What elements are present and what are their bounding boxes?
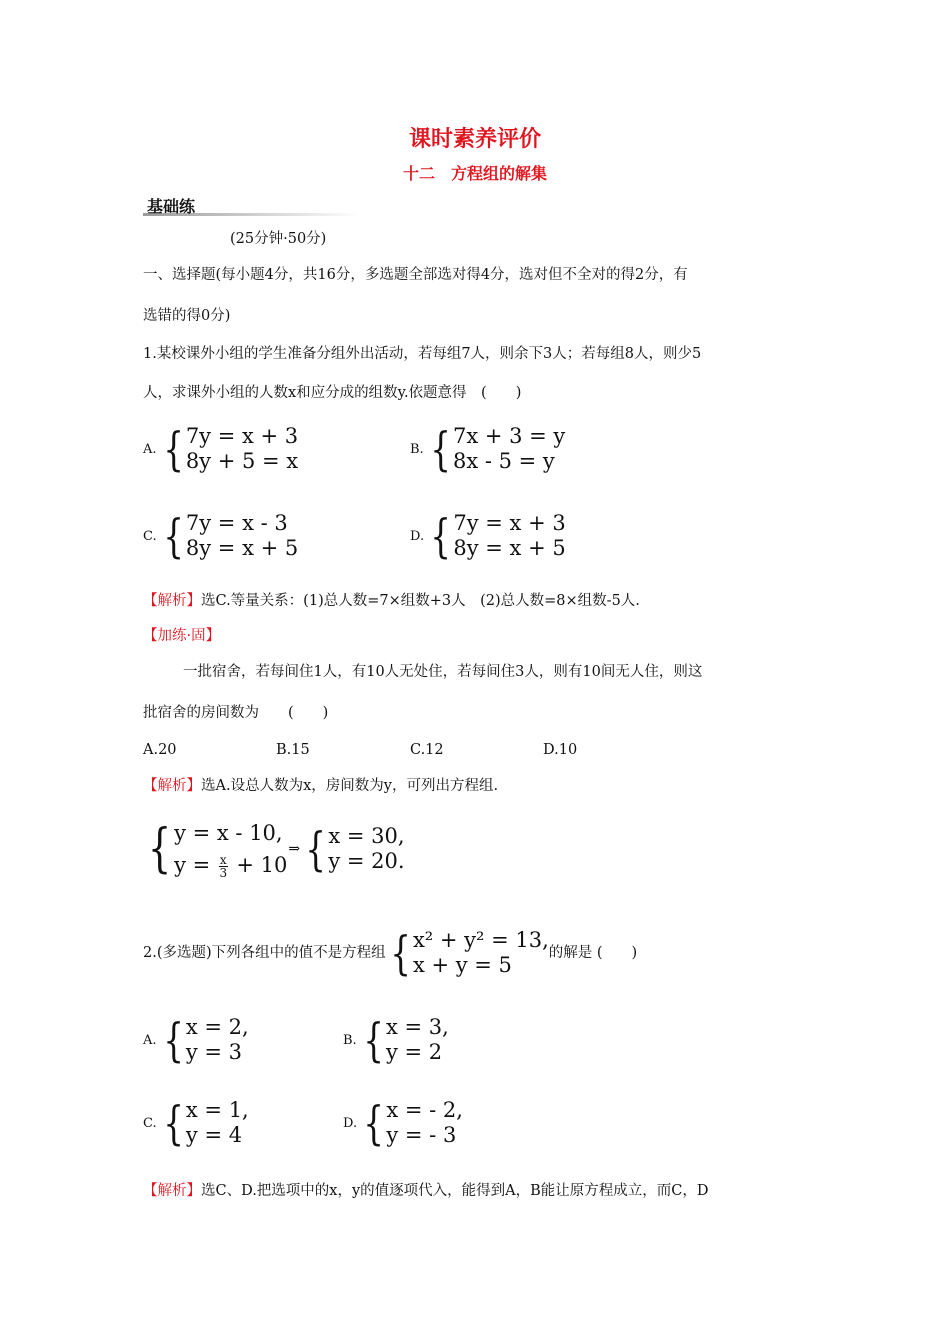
extra-text-line1: 一批宿舍，若每间住1人，有10人无处住，若每间住3人，则有10间无人住，则这 (183, 664, 703, 680)
extra-option-b[interactable]: B.15 (276, 742, 310, 758)
equation: y = 4 (185, 1123, 243, 1147)
option-label: C. (143, 528, 157, 544)
q2-option-a[interactable] (143, 1015, 249, 1065)
equation: x = 30, (328, 824, 405, 848)
option-label: B. (410, 441, 424, 457)
brace-icon: { (163, 1096, 184, 1150)
page-subtitle: 十二 方程组的解集 (402, 164, 547, 183)
equation: y = $\frac{x}{3}$ + 10 (174, 853, 288, 880)
section-heading-line2: 选错的得0分) (143, 308, 231, 324)
analysis-text: 选A.设总人数为x，房间数为y，可列出方程组. (201, 778, 499, 794)
equation: 7x + 3 = y (452, 424, 566, 448)
equation: x + y = 5 (412, 953, 512, 977)
analysis-text: 选C、D.把选项中的x，y的值逐项代入，能得到A，B能让原方程成立，而C，D (201, 1183, 709, 1199)
analysis-tag: 【解析】 (143, 1183, 201, 1199)
q1-text-line2: 人，求课外小组的人数x和应分成的组数y.依题意得 ( ) (143, 385, 522, 401)
brace-icon: { (147, 819, 172, 879)
extra-text-line2: 批宿舍的房间数为 ( ) (143, 705, 329, 721)
brace-icon: { (363, 1013, 384, 1067)
equation: y = x - 10, (174, 821, 283, 845)
equation: x = 3, (385, 1015, 449, 1039)
equation: x² + y² = 13, (412, 928, 549, 952)
analysis-text: 选C.等量关系：(1)总人数=7×组数+3人 (2)总人数=8×组数-5人. (201, 593, 640, 609)
extra-tag: 【加练·固】 (143, 628, 221, 644)
equation: 7y = x + 3 (185, 424, 299, 448)
extra-analysis (143, 779, 498, 794)
extra-option-a[interactable]: A.20 (143, 742, 177, 758)
brace-icon: { (430, 509, 451, 563)
fraction: $\frac{x}{3}$ (219, 853, 228, 880)
q1-option-a[interactable] (143, 424, 298, 474)
analysis-tag: 【解析】 (143, 593, 201, 609)
brace-icon: { (163, 509, 184, 563)
equation: y = 20. (328, 849, 405, 873)
section-heading-line1: 一、选择题(每小题4分，共16分，多选题全部选对得4分，选对但不全对的得2分，有 (143, 267, 688, 283)
analysis-tag: 【解析】 (143, 778, 201, 794)
q2-option-b[interactable] (343, 1015, 449, 1065)
equation: y = 3 (185, 1040, 242, 1064)
brace-icon: { (363, 1096, 384, 1150)
equation: 8y + 5 = x (185, 449, 299, 473)
brace-icon: { (162, 1013, 184, 1067)
time-note: (25分钟·50分) (230, 231, 327, 247)
q2-option-d[interactable] (343, 1098, 463, 1148)
option-label: A. (143, 441, 157, 457)
equation: y = - 3 (386, 1123, 457, 1147)
equation: 7y = x + 3 (453, 511, 566, 535)
extra-solution-system (143, 817, 405, 881)
q1-option-b[interactable] (410, 424, 565, 474)
equation: 8y = x + 5 (453, 536, 566, 560)
equation: 8y = x + 5 (185, 536, 299, 560)
q2-question (143, 928, 637, 978)
extra-option-d[interactable]: D.10 (543, 742, 578, 758)
equation: x = 2, (185, 1015, 249, 1039)
q1-option-d[interactable] (410, 511, 566, 561)
equation: y = 2 (385, 1040, 443, 1064)
equation: x = 1, (185, 1098, 249, 1122)
section-tag: 基础练 (147, 197, 196, 216)
brace-icon: { (390, 926, 411, 980)
equation: x = - 2, (386, 1098, 463, 1122)
q2-prefix: 2.(多选题)下列各组中的值不是方程组 (143, 944, 386, 961)
brace-icon: { (430, 422, 451, 476)
equation: 7y = x - 3 (185, 511, 288, 535)
option-label: A. (143, 1032, 157, 1048)
brace-icon: { (162, 422, 184, 476)
q1-analysis (143, 594, 640, 609)
q1-text-line1: 1.某校课外小组的学生准备分组外出活动，若每组7人，则余下3人；若每组8人，则少5 (143, 346, 702, 362)
option-label: C. (143, 1115, 157, 1131)
page-title: 课时素养评价 (408, 126, 541, 152)
option-label: D. (343, 1115, 358, 1131)
option-label: B. (343, 1032, 357, 1048)
option-label: D. (410, 528, 425, 544)
q2-option-c[interactable] (143, 1098, 249, 1148)
equation: 8x - 5 = y (452, 449, 555, 473)
q2-suffix: 的解是 ( ) (548, 944, 638, 961)
extra-option-c[interactable]: C.12 (410, 742, 444, 758)
implies-arrow: ⇒ (288, 841, 301, 857)
q1-option-c[interactable] (143, 511, 298, 561)
brace-icon: { (305, 822, 326, 876)
q2-analysis (143, 1184, 709, 1199)
